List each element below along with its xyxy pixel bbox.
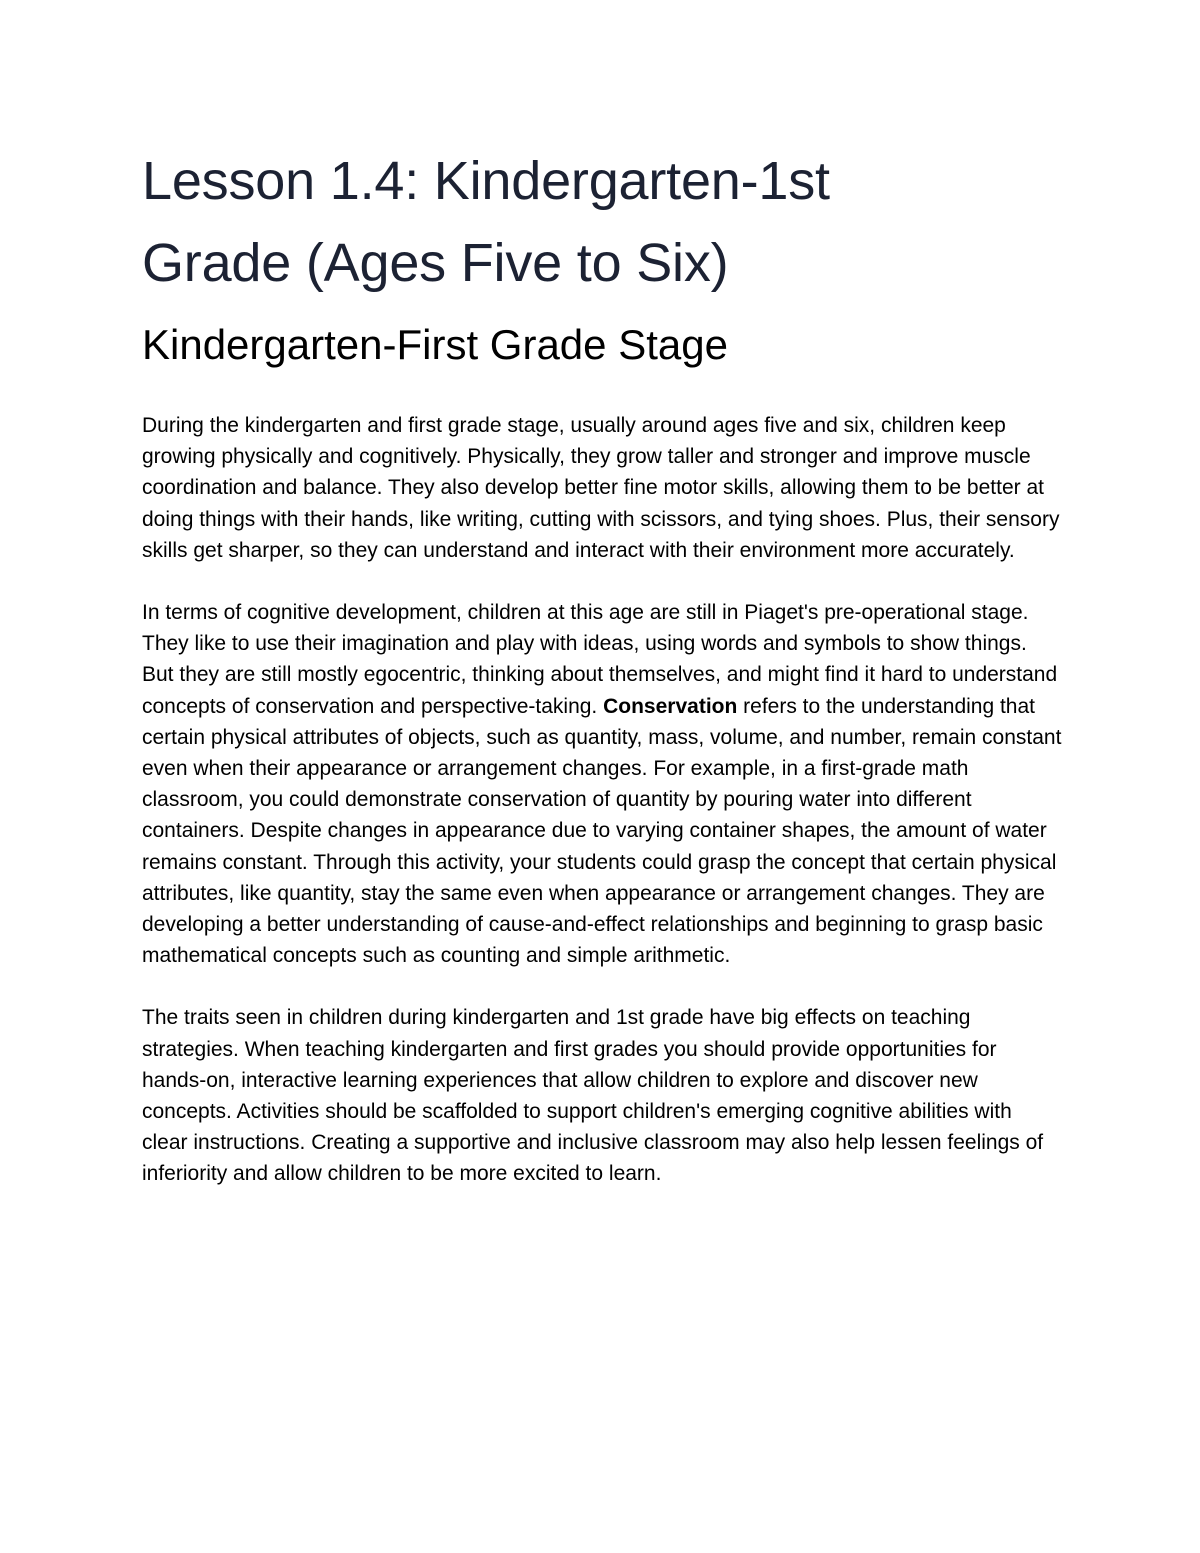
document-content	[142, 140, 1062, 1190]
paragraph-cognitive-text-before: In terms of cognitive development, children at this age are still in Piaget's pre-operational stage. They like to use their imagination and play with ideas, using words and symbols to show things. But they are still mostly egocentric, thinking about themselves, and might find it hard to understand concepts of conservation and perspective-taking.	[142, 601, 1058, 718]
paragraph-cognitive-text-after: refers to the understanding that certain physical attributes of objects, such as quantity, mass, volume, and number, remain constant even when their appearance or arrangement changes. For example, in a first-grade math classroom, you could demonstrate conservation of quantity by pouring water into different containers. Despite changes in appearance due to varying container shapes, the amount of water remains constant. Through this activity, your students could grasp the concept that certain physical attributes, like quantity, stay the same even when appearance or arrangement changes. They are developing a better understanding of cause-and-effect relationships and beginning to grasp basic mathematical concepts such as counting and simple arithmetic.	[142, 694, 1062, 968]
section-heading: Kindergarten-First Grade Stage	[142, 321, 728, 368]
lesson-title	[142, 140, 1062, 304]
paragraph-physical-development: During the kindergarten and first grade stage, usually around ages five and six, children keep growing physically and cognitively. Physically, they grow taller and stronger and improve muscle coordination and balance. They also develop better fine motor skills, allowing them to be better at doing things with their hands, like writing, cutting with scissors, and tying shoes. Plus, their sensory skills get sharper, so they can understand and interact with their environment more accurately.	[142, 414, 1060, 562]
conservation-term: Conservation	[603, 694, 738, 718]
paragraph-cognitive-development	[142, 597, 1062, 971]
lesson-title-line-1: Lesson 1.4: Kindergarten-1st	[142, 151, 830, 211]
lesson-title-line-2: Grade (Ages Five to Six)	[142, 233, 729, 293]
paragraph-teaching-strategies: The traits seen in children during kindergarten and 1st grade have big effects on teaching strategies. When teaching kindergarten and first grades you should provide opportunities for hands-on, interactive learning experiences that allow children to explore and discover new concepts. Activities should be scaffolded to support children's emerging cognitive abilities with clear instructions. Creating a supportive and inclusive classroom may also help lessen feelings of inferiority and allow children to be more excited to learn.	[142, 1006, 1044, 1186]
